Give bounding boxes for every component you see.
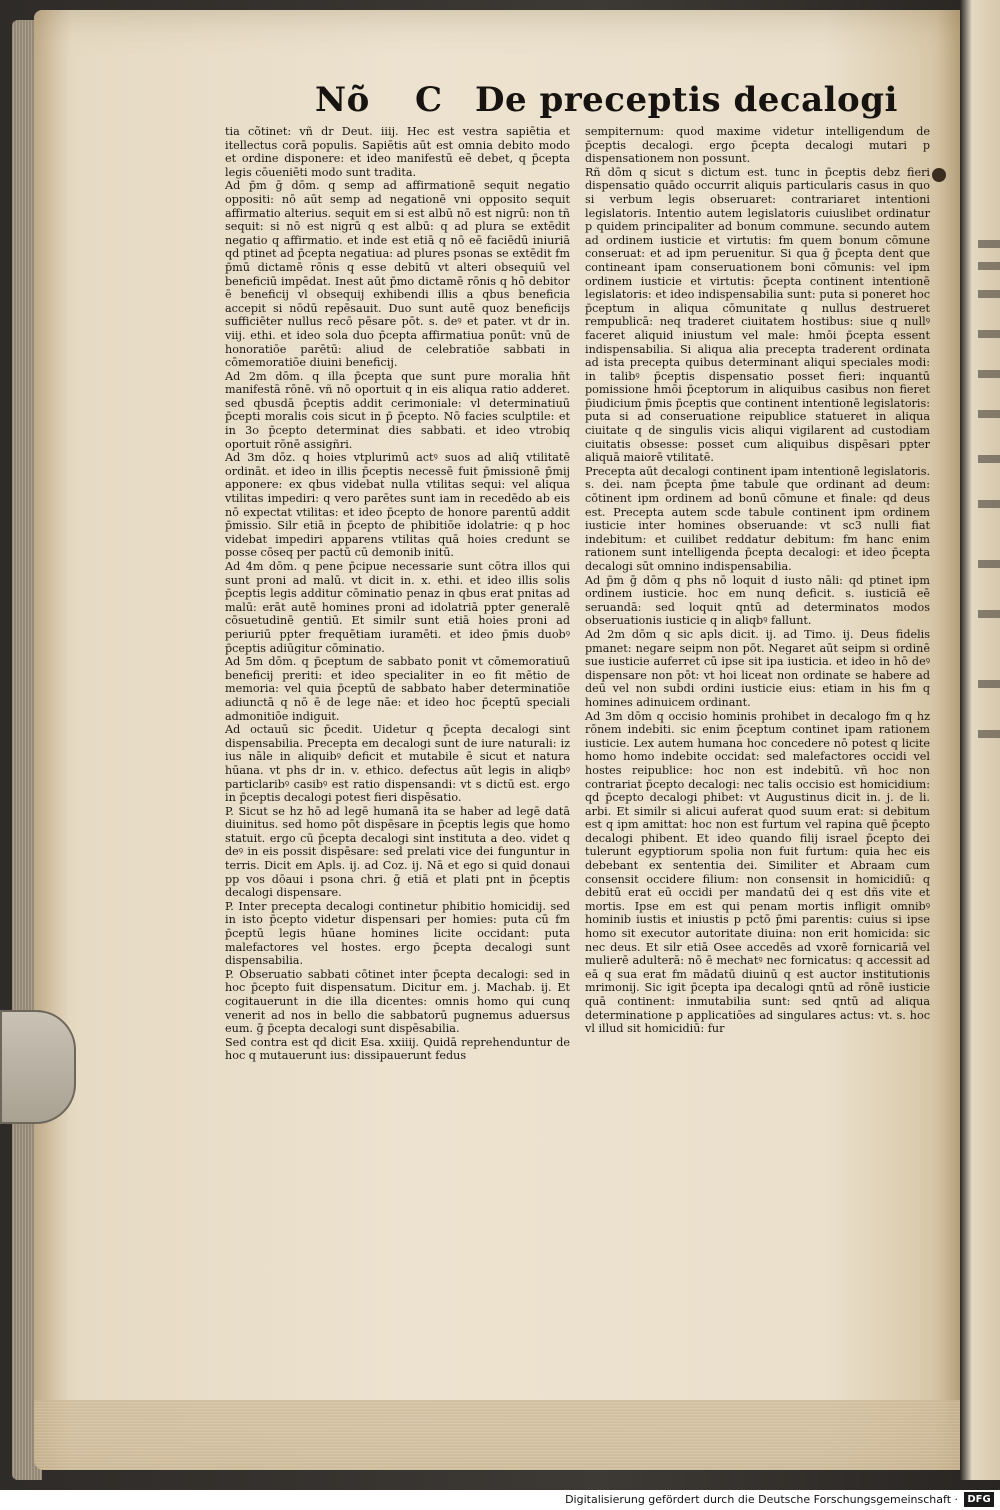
paragraph: tia cõtinet: vñ dr Deut. iiij. Hec est vestra sapiētia et itellectus corā populis. Sapiētis aūt est omnia debito modo et ordine disponere: et ideo manifestū eē debet, q p̄cepta legis cōueniēti modo sunt tradita. xyxy=(225,125,570,179)
paragraph: sempiternum: quod maxime videtur intelligendum de p̄ceptis decalogi. ergo p̄cepta decalogi mutari p dispensationem non possunt. xyxy=(585,125,930,166)
left-text-column xyxy=(225,125,570,1063)
paragraph: Sed contra est qd dicit Esa. xxiiij. Quidā reprehenduntur de hoc q mutauerunt ius: dissipauerunt fedus xyxy=(225,1035,570,1063)
article-opening-paragraph: Ad octauū sic p̄cedit. Uidetur q p̄cepta decalogi sint dispensabilia. Precepta em decalogi sunt de iure naturali: iz ius nāle in aliquibꝰ deficit et mutabile ē sicut et natura hūana. vt phs dr in. v. ethico. defectus aūt legis in aliqbꝰ particlaribꝰ casibꝰ est ratio dispensandi: vt s dictū est. ergo in p̄ceptis decalogi potest fieri dispēsatio. xyxy=(225,723,570,805)
paragraph: P. Sicut se hz hō ad legē humanā ita se haber ad legē datā diuinitus. sed homo pōt dispēsare in p̄ceptis legis que homo statuit. ergo cū p̄cepta decalogi sint instituta a deo. videt q deꝰ in eis possit dispēsare: sed prelati vice dei funguntur in terris. Dicit em Apls. ij. ad Coz. ij. Nā et ego si quid donaui pp vos dōaui i psona chri. ḡ etiā et plati pnt in p̄ceptis decalogi dispensare. xyxy=(225,804,570,900)
paragraph: Ad p̄m ḡ dōm. q semp ad affirmationē sequit negatio oppositi: nō aūt semp ad negationē vni opposito sequit affirmatio alterius. sequit em si est albū nō est nigrū: non tñ sequit: si nō est nigrū q est albū: q ad plura se extēdit negatio q affirmatio. et inde est etiā q nō eē faciēdū iniuriā qd ptinet ad p̄cepta negatiua: ad plures psonas se extēdit fm p̄mū dictamē rōnis q esse debitū vt alteri obsequiū vel beneficiū impēdat. Inest aūt p̄mo dictamē rōnis q hō debitor ē beneficij vl obsequij exhibendi illis a qbus beneficia accepit si nōdū repēsauit. Duo sunt autē quoz beneficijs sufficiēter nullus recō pēsare pōt. s. deꝰ et pater. vt dr in. viij. ethi. et ideo sola duo p̄cepta affirmatiua ponūt: vnū de honoratiōe parētū: aliud de celebratiōe sabbati in cōmemoratiōe diuini beneficij. xyxy=(225,179,570,370)
paragraph: Ad 2m dōm q sic apls dicit. ij. ad Timo. ij. Deus fidelis pmanet: negare seipm non pōt. Negaret aūt seipm si ordinē sue iusticie auferret cū ipse sit ipa iusticia. et ideo in hō deꝰ dispensare non pōt: vt hoi liceat non ordinate se habere ad deū vel non subdi ordini iusticie eius: etiam in his fm q homines adinuicem ordinant. xyxy=(585,627,930,709)
right-text-column xyxy=(585,125,930,1036)
dfg-logo: DFG xyxy=(964,1492,994,1507)
paragraph: P. Obseruatio sabbati cōtinet inter p̄cepta decalogi: sed in hoc p̄cepto fuit dispensatum. Dicitur em. j. Machab. ij. Et cogitauerunt in die illa dicentes: omnis homo qui cunq venerit ad nos in bello die sabbatorū pugnemus aduersus eum. ḡ p̄cepta decalogi sunt dispēsabilia. xyxy=(225,967,570,1036)
paragraph: Ad 3m dōz. q hoies vtplurimū actꝰ suos ad aliq̄ vtilitatē ordināt. et ideo in illis p̄ceptis necessē fuit p̄missionē p̄mij apponere: ex qbus videbat nulla vtilitas sequi: vel aliqua vtilitas impediri: q vero parētes sunt iam in recedēdo ab eis nō expectat vtilitas: et ideo p̄cepto de honore parentū addit p̄missio. Silr etiā in p̄cepto de phibitiōe idolatrie: q p hoc videbat impediri apparens vtilitas quā hoies credunt se posse cōseq per pactū cū demonib initū. xyxy=(225,451,570,560)
ink-spot xyxy=(932,168,946,182)
paragraph: Ad 2m dōm. q illa p̄cepta que sunt pure moralia hñt manifestā rōnē. vñ nō oportuit q in eis aliqua ratio adderet. sed qbusdā p̄ceptis addit cerimoniale: vl determinatiuū p̄cepti moralis cois sicut in p̄ p̄cepto. Nō facies sculptile: et in 3o p̄cepto determinat dies sabbati. et ideo vtrobiq oportuit rōnē assigñri. xyxy=(225,369,570,451)
funding-credit: Digitalisierung gefördert durch die Deutsche Forschungsgemeinschaft · xyxy=(565,1493,958,1506)
book-clasp xyxy=(0,1010,76,1124)
page-stack-edge xyxy=(34,1400,964,1470)
paragraph: Precepta aūt decalogi continent ipam intentionē legislatoris. s. dei. nam p̄cepta p̄me tabule que ordinant ad deum: cōtinent ipm ordinem ad bonū cōmune et finale: qd deus est. Precepta autem scde tabule continent ipm ordinem iusticie inter homines obseruande: vt sc3 nulli fiat indebitum: et cuilibet reddatur debitum: fm hanc enim rationem sunt intelligenda p̄cepta decalogi: et ideo p̄cepta decalogi sūt omnino indispensabilia. xyxy=(585,464,930,573)
running-head-title: De preceptis decalogi xyxy=(475,80,898,120)
paragraph: P. Inter precepta decalogi continetur phibitio homicidij. sed in isto p̄cepto videtur dispensari per homies: puta cū fm p̄ceptū legis hūane homines licite occidant: puta malefactores vel hostes. ergo p̄cepta decalogi sunt dispensabilia. xyxy=(225,899,570,968)
facing-page-edge xyxy=(960,0,1000,1480)
paragraph: Ad 4m dōm. q pene p̄cipue necessarie sunt cōtra illos qui sunt proni ad malū. vt dicit in. x. ethi. et ideo illis solis p̄ceptis legis additur cōminatio penaz in qbus erat pnitas ad malū: erāt autē homines proni ad idolatriā ppter generalē cōsuetudinē gentiū. Et similr sunt etiā hoies proni ad periuriū ppter frequētiam iuramēti. et ideo p̄mis duobꝰ p̄ceptis adiūgitur cōminatio. xyxy=(225,560,570,655)
paragraph: Ad 5m dōm. q p̄ceptum de sabbato ponit vt cōmemoratiuū beneficij preriti: et ideo specialiter in eo fit mētio de memoria: vel quia p̄ceptū de sabbato haber determinatiōe adiunctā q nō ē de lege nāe: et ideo hoc p̄ceptū speciali admonitiōe indiguit. xyxy=(225,655,570,723)
paragraph: Ad p̄m ḡ dōm q phs nō loquit d iusto nāli: qd ptinet ipm ordinem iusticie. hoc em nunq deficit. s. iusticiā eē seruandā: sed loquit qntū ad determinatos modos obseruationis iusticie q in aliqbꝰ fallunt. xyxy=(585,573,930,628)
folio-number: C xyxy=(415,80,443,120)
running-head xyxy=(315,80,898,124)
paragraph: Rñ dōm q sicut s dictum est. tunc in p̄ceptis debz fieri dispensatio quādo occurrit aliquis particularis casus in quo si verbum legis obseruaret: contrariaret intentioni legislatoris. Intentio autem legislatoris cuiuslibet ordinatur p quidem principaliter ad bonum commune. secundo autem ad ordinem iusticie et virtutis: fm quem bonum cōmune conseruat: et ad ipm peruenitur. Si qua ḡ p̄cepta dent que contineant ipam conseruationem boni cōmunis: vel ipm ordinem iusticie et virtutis: p̄cepta continent intentionē legislatoris: et ideo indispensabilia sunt: puta si poneret hoc p̄ceptum in aliqua cōmunitate q nullus destrueret rempublicā: neq traderet ciuitatem hostibus: siue q nullꝰ faceret aliquid iniustum vel male: hmōi p̄cepta essent indispensabilia. Si aliqua alia precepta traderent ordinata ad ista precepta quibus determinant aliqui speciales modi: in talibꝰ p̄ceptis dispensatio posset fieri: inquantū pomissione hmōi p̄ceptorum in aliquibus casibus non fieret p̄iudicium p̄mis p̄ceptis que continent intentionē legislatoris: puta si ad conseruatione reipublice statueret in aliqua ciuitate q de singulis vicis aliqui vigilarent ad custodiam ciuitatis obsesse: posset cum aliquibus dispēsari ppter aliquā maiorē vtilitatē. xyxy=(585,165,930,465)
running-head-mark: Nõ xyxy=(315,80,370,120)
paragraph: Ad 3m dōm q occisio hominis prohibet in decalogo fm q hz rōnem indebiti. sic enim p̄ceptum continet ipam rationem iusticie. Lex autem humana hoc concedere nō potest q licite homo homo indebite occidat: sed malefactores occidi vel hostes reipublice: hoc non est indebitū. vñ hoc non contrariat p̄cepto decalogi: nec talis occisio est homicidium: qd p̄cepto decalogi phibet: vt Augustinus dicit in. j. de li. arbi. Et similr si alicui auferat quod suum erat: si debitum est q ipm amittat: hoc non est furtum vel rapina quē p̄cepto decalogi phibent. Et ideo quando filij israel p̄cepto dei tulerunt egyptiorum spolia non fuit furtum: quia hec eis debebant ex sententia dei. Similiter et Abraam cum consensit occidere filium: non consensit in homicidiū: q debitū erat eū occidi per mandatū dei q est dñs vite et mortis. Ipse em est qui penam mortis infligit omnibꝰ hominib iustis et iniustis p pctō p̄mi parentis: cuius si ipse homo sit executor autoritate diuina: non erit homicida: sic nec deus. Et silr etiā Osee accedēs ad vxorē fornicariā vel mulierē adulterā: nō ē mechatꝰ nec fornicatus: q accessit ad eā q sua erat fm mādatū diuinū q est auctor institutionis mrimonij. Sic igit p̄cepta ipa decalogi qntū ad rōnē iusticie quā continent: inmutabilia sunt: sed qntū ad aliqua determinatione p applicatiōes ad singulares actus: vt. s. hoc vl illud sit homicidiū: fur xyxy=(585,709,930,1036)
